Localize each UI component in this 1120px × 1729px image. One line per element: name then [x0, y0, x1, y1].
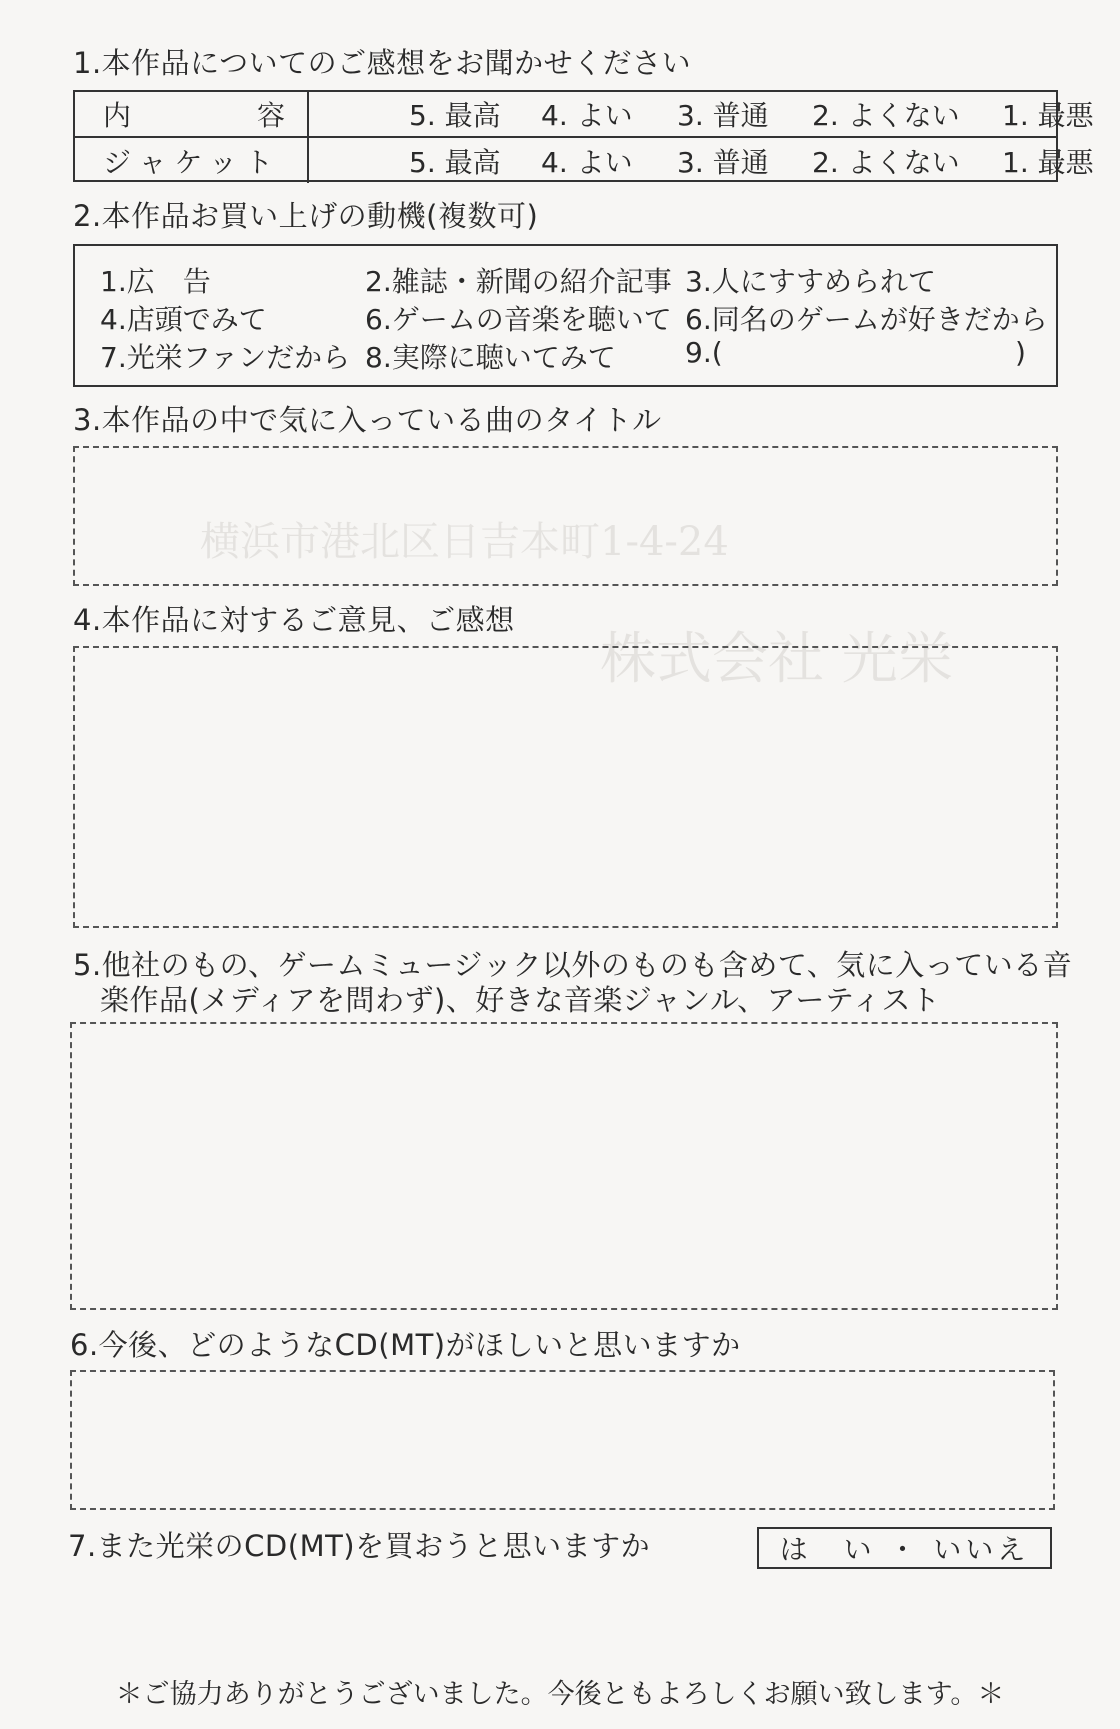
motive-option[interactable]: 8.実際に聴いてみて: [365, 341, 616, 374]
show-through-text: 横浜市港北区日吉本町1-4-24: [200, 519, 729, 565]
rating-row-content: [75, 92, 1094, 138]
rating-option-4[interactable]: 4. よい: [541, 145, 633, 179]
rating-label-jacket: ジャケット: [75, 138, 309, 183]
rating-option-3[interactable]: 3. 普通: [677, 145, 769, 179]
footer-thanks: ＊ご協力ありがとうございました。今後ともよろしくお願い致します。＊: [115, 1679, 1005, 1710]
q4-answer-box[interactable]: [73, 646, 1058, 928]
motive-box: [73, 244, 1058, 387]
q4-title: 4.本作品に対するご意見、ご感想: [73, 603, 515, 637]
q1-title: 1.本作品についてのご感想をお聞かせください: [73, 46, 692, 80]
rating-option-1[interactable]: 1. 最悪: [1002, 145, 1094, 179]
rating-option-3[interactable]: 3. 普通: [677, 99, 769, 132]
q5-title-line1: 5.他社のもの、ゲームミュージック以外のものも含めて、気に入っている音: [73, 948, 1073, 982]
q3-title: 3.本作品の中で気に入っている曲のタイトル: [73, 403, 662, 437]
rating-table: [73, 90, 1094, 182]
q6-answer-box[interactable]: [70, 1370, 1055, 1510]
q5-title-line2: 楽作品(メディアを問わず)、好きな音楽ジャンル、アーティスト: [100, 983, 941, 1017]
q2-title: 2.本作品お買い上げの動機(複数可): [73, 199, 539, 233]
rating-option-1[interactable]: 1. 最悪: [1002, 99, 1094, 132]
motive-option[interactable]: 1.広 告: [100, 265, 211, 298]
motive-option[interactable]: 6.同名のゲームが好きだから: [685, 303, 1048, 336]
motive-option-other-close: ): [1015, 336, 1026, 369]
motive-option[interactable]: 4.店頭でみて: [100, 303, 267, 336]
rating-option-4[interactable]: 4. よい: [541, 99, 633, 132]
q7-title: 7.また光栄のCD(MT)を買おうと思いますか: [68, 1529, 651, 1563]
motive-option[interactable]: 7.光栄ファンだから: [100, 341, 351, 374]
rating-option-2[interactable]: 2. よくない: [812, 145, 960, 179]
motive-option[interactable]: 2.雑誌・新聞の紹介記事: [365, 265, 672, 298]
q6-title: 6.今後、どのようなCD(MT)がほしいと思いますか: [70, 1328, 741, 1362]
rating-row-jacket: [75, 138, 1094, 183]
rating-option-5[interactable]: 5. 最高: [409, 145, 501, 179]
q5-answer-box[interactable]: [70, 1022, 1058, 1310]
yes-no-box[interactable]: は い ・ いいえ: [757, 1527, 1052, 1569]
rating-option-5[interactable]: 5. 最高: [409, 99, 501, 132]
rating-label-content: 内 容: [75, 92, 309, 136]
rating-option-2[interactable]: 2. よくない: [812, 99, 960, 132]
motive-option[interactable]: 3.人にすすめられて: [685, 265, 936, 298]
show-through-text: 株式会社 光栄: [600, 627, 954, 692]
motive-option[interactable]: 6.ゲームの音楽を聴いて: [365, 303, 672, 336]
q3-answer-box[interactable]: [73, 446, 1058, 586]
motive-option-other[interactable]: 9.(: [685, 336, 723, 369]
